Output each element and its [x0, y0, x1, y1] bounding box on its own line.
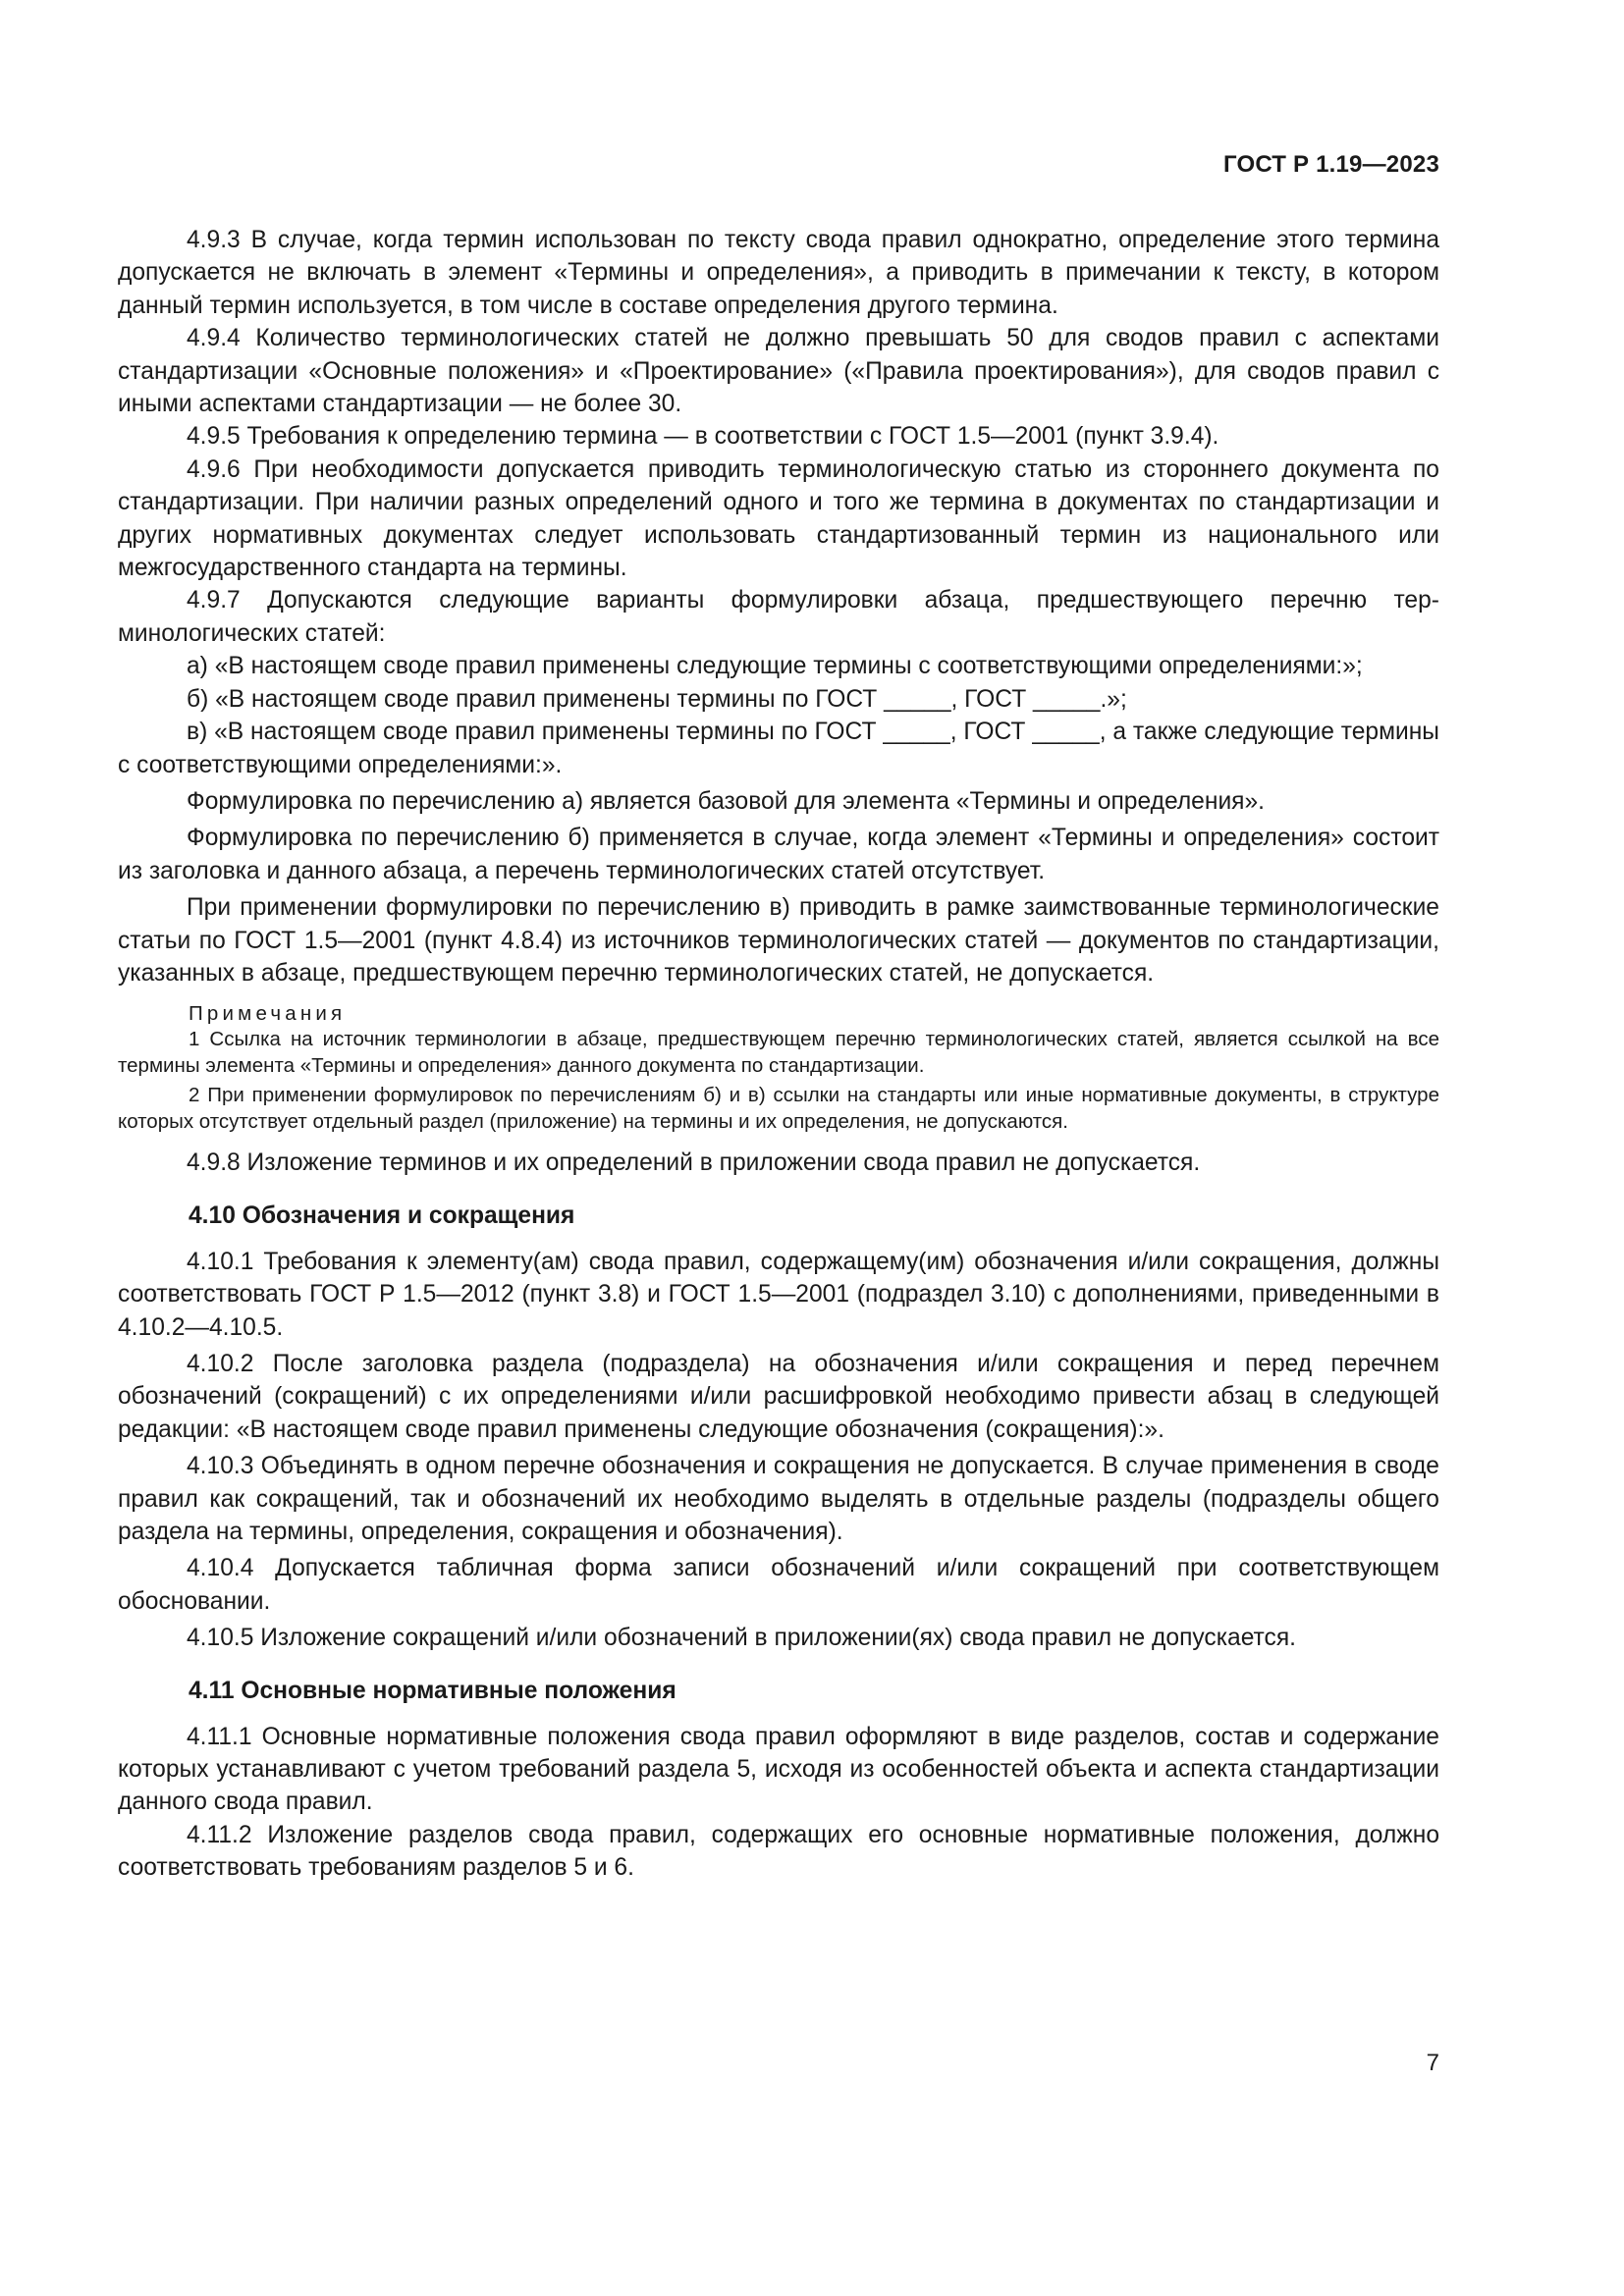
list-item-a: а) «В настоящем своде правил применены следующие термины с соответствующими определениями:»;	[187, 653, 1363, 680]
paragraph-4-9-4: 4.9.4 Количество терминологических статей не должно превышать 50 для сводов правил с аспектами стандартизации «Основные положения» и «Проектирование» («Правила проектирования»), для сводов правил с иными аспектами стандартизации — не более 30.	[118, 325, 1439, 418]
document-body	[118, 224, 1439, 1885]
note-1: 1 Ссылка на источник терминологии в абзаце, предшествующем перечню терминологических статей, является ссылкой на все термины элемента «Термины и определения» данного документа по стандартизации.	[118, 1028, 1439, 1077]
paragraph-4-10-3: 4.10.3 Объединять в одном перечне обозначения и сокращения не допускается. В случае применения в своде правил как сокращений, так и обозначений их необходимо выделять в отдельные разделы (подразделы общего раздела на термины, определения, сокращения и обозначения).	[118, 1453, 1439, 1545]
paragraph-4-11-2: 4.11.2 Изложение разделов свода правил, содержащих его основные нормативные положения, должно соответствовать требованиям разделов 5 и 6.	[118, 1821, 1439, 1882]
paragraph-4-10-4: 4.10.4 Допускается табличная форма записи обозначений и/или сокращений при соответствующем обосновании.	[118, 1555, 1439, 1615]
paragraph-4-10-2: 4.10.2 После заголовка раздела (подраздела) на обозначения и/или сокращения и перед перечнем обозначений (сокращений) с их определениями и/или расшифровкой необходимо привести абзац в следующей редакции: «В настоящем своде правил применены следующие обозначения (сокращения):».	[118, 1350, 1439, 1443]
list-item-v: в) «В настоящем своде правил применены термины по ГОСТ _____, ГОСТ _____, а также следующие термины с соответствующими определениями:».	[118, 719, 1439, 778]
note-2: 2 При применении формулировок по перечислениям б) и в) ссылки на стандарты или иные нормативные документы, в структуре которых отсутствует отдельный раздел (приложение) на термины и их определения, не допускаются.	[118, 1084, 1439, 1133]
list-item-b: б) «В настоящем своде правил применены термины по ГОСТ _____, ГОСТ _____.»;	[187, 685, 1127, 713]
notes-title: Примечания	[189, 1002, 347, 1026]
paragraph-4-10-1: 4.10.1 Требования к элементу(ам) свода правил, содержащему(им) обозначения и/или сокращения, должны соответствовать ГОСТ Р 1.5—2012 (пункт 3.8) и ГОСТ 1.5—2001 (подраздел 3.10) с дополнениями, приведенными в 4.10.2—4.10.5.	[118, 1248, 1439, 1341]
document-header: ГОСТ Р 1.19—2023	[1223, 151, 1439, 178]
paragraph-formulation-a: Формулировка по перечислению а) является базовой для элемента «Термины и определения».	[187, 787, 1266, 815]
paragraph-4-10-5: 4.10.5 Изложение сокращений и/или обозначений в приложении(ях) свода правил не допускается.	[187, 1625, 1296, 1652]
section-heading-4-10: 4.10 Обозначения и сокращения	[189, 1201, 575, 1229]
paragraph-formulation-b: Формулировка по перечислению б) применяется в случае, когда элемент «Термины и определения» состоит из заголовка и данного абзаца, а перечень терминологических статей отсутствует.	[118, 825, 1439, 884]
paragraph-4-11-1: 4.11.1 Основные нормативные положения свода правил оформляют в виде разделов, состав и содержание которых устанавливают с учетом требований раздела 5, исходя из особенностей объекта и аспекта стандартизации данного свода правил.	[118, 1723, 1439, 1816]
paragraph-4-9-3: 4.9.3 В случае, когда термин использован по тексту свода правил однократно, определение этого термина допускается не включать в элемент «Термины и определения», а приводить в примечании к тексту, в котором данный термин используется, в том числе в составе определения другого термина.	[118, 227, 1439, 319]
document-page	[118, 0, 1439, 2296]
section-heading-4-11: 4.11 Основные нормативные положения	[189, 1677, 677, 1704]
page-number: 7	[1426, 2050, 1439, 2076]
paragraph-4-9-5: 4.9.5 Требования к определению термина — в соответствии с ГОСТ 1.5—2001 (пункт 3.9.4).	[187, 423, 1219, 451]
paragraph-4-9-8: 4.9.8 Изложение терминов и их определений в приложении свода правил не допускается.	[187, 1149, 1201, 1177]
paragraph-4-9-6: 4.9.6 При необходимости допускается приводить терминологическую статью из стороннего документа по стандартизации. При наличии разных определений одного и того же термина в документах по стандартизации и других нормативных документах следует использовать стандартизованный термин из национального или межгосударственного стандарта на термины.	[118, 455, 1439, 582]
paragraph-formulation-v: При применении формулировки по перечислению в) приводить в рамке заимствованные терминологические статьи по ГОСТ 1.5—2001 (пункт 4.8.4) из источников терминологических статей — документов по стандартизации, указанных в абзаце, предшествующем перечню терминологических статей, не допускается.	[118, 894, 1439, 987]
paragraph-4-9-7: 4.9.7 Допускаются следующие варианты формулировки абзаца, предшествующего перечню терминологических статей:	[118, 587, 1439, 647]
